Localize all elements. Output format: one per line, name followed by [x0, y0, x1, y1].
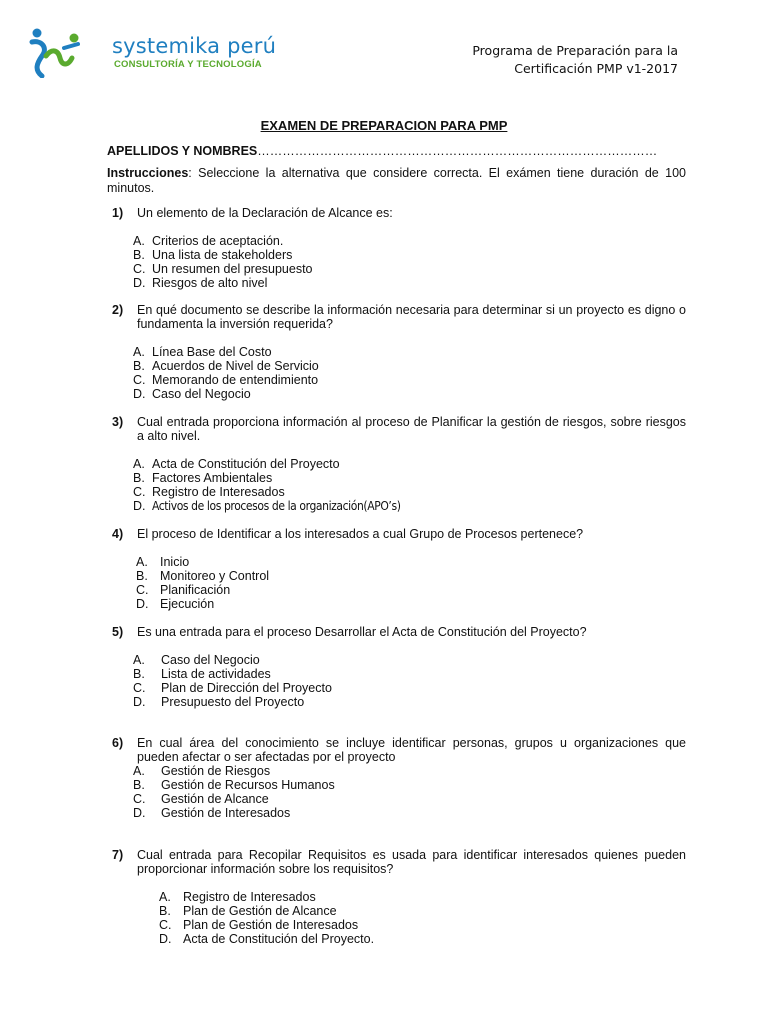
question-7: [112, 848, 686, 946]
question-4: [112, 527, 686, 611]
option-text: Registro de Interesados: [152, 485, 285, 499]
option-text: Factores Ambientales: [152, 471, 273, 485]
option-text: Ejecución: [160, 597, 215, 611]
program-line-2: Certificación PMP v1-2017: [514, 61, 678, 76]
option-b: [133, 667, 686, 681]
option-letter: A.: [133, 234, 145, 248]
name-fill-dots: ……………………………………………………………………………………: [257, 144, 658, 158]
option-text: Inicio: [160, 555, 190, 569]
option-letter: D.: [133, 387, 146, 401]
options-list: [133, 653, 686, 709]
program-header: [472, 42, 678, 78]
question-text: El proceso de Identificar a los interesados a cual Grupo de Procesos pertenece?: [137, 527, 584, 541]
option-b: [159, 904, 686, 918]
option-letter: D.: [133, 499, 146, 513]
option-d: [159, 932, 686, 946]
option-letter: B.: [133, 248, 145, 262]
option-text: Lista de actividades: [161, 667, 271, 681]
option-text: Presupuesto del Proyecto: [161, 695, 305, 709]
question-number: 2): [112, 303, 124, 317]
option-d: [133, 499, 686, 513]
option-text: Acta de Constitución del Proyecto: [152, 457, 340, 471]
option-letter: B.: [133, 778, 145, 792]
name-label: APELLIDOS Y NOMBRES: [107, 144, 258, 158]
option-text: Acta de Constitución del Proyecto.: [183, 932, 375, 946]
option-letter: D.: [136, 597, 149, 611]
option-text: Gestión de Riesgos: [161, 764, 271, 778]
question-number: 3): [112, 415, 124, 429]
option-text: Plan de Gestión de Interesados: [183, 918, 359, 932]
program-line-1: Programa de Preparación para la: [472, 43, 678, 58]
company-logo: [28, 26, 277, 78]
option-letter: C.: [133, 681, 146, 695]
option-d: [133, 806, 686, 820]
options-list: [133, 234, 686, 290]
option-b: [133, 359, 686, 373]
option-text: Registro de Interesados: [183, 890, 316, 904]
option-text: Memorando de entendimiento: [152, 373, 319, 387]
option-letter: B.: [133, 471, 145, 485]
options-list: [133, 764, 686, 820]
option-a: [133, 234, 686, 248]
option-d: [133, 276, 686, 290]
option-text: Un resumen del presupuesto: [152, 262, 313, 276]
option-a: [133, 764, 686, 778]
option-letter: C.: [133, 485, 146, 499]
option-a: [133, 653, 686, 667]
question-text: Cual entrada proporciona información al proceso de Planificar la gestión de riesgos, sobre riesgos a alto nivel.: [137, 415, 686, 443]
question-number: 5): [112, 625, 124, 639]
option-a: [136, 555, 686, 569]
option-letter: B.: [159, 904, 171, 918]
option-text: Línea Base del Costo: [152, 345, 272, 359]
option-text: Riesgos de alto nivel: [152, 276, 268, 290]
question-number: 4): [112, 527, 124, 541]
option-text: Activos de los procesos de la organización(APO’s): [152, 499, 401, 513]
option-letter: A.: [133, 345, 145, 359]
option-letter: B.: [136, 569, 148, 583]
question-text: En qué documento se describe la información necesaria para determinar si un proyecto es digno o fundamenta la inversión requerida?: [137, 303, 686, 331]
option-a: [133, 457, 686, 471]
option-letter: D.: [133, 695, 146, 709]
logo-tagline: CONSULTORÍA Y TECNOLOGÍA: [114, 59, 262, 70]
option-letter: C.: [133, 262, 146, 276]
option-d: [136, 597, 686, 611]
option-c: [133, 373, 686, 387]
option-text: Planificación: [160, 583, 231, 597]
option-text: Caso del Negocio: [152, 387, 251, 401]
option-a: [133, 345, 686, 359]
option-letter: D.: [159, 932, 172, 946]
option-letter: C.: [133, 792, 146, 806]
option-letter: A.: [133, 653, 145, 667]
option-letter: B.: [133, 667, 145, 681]
option-text: Caso del Negocio: [161, 653, 260, 667]
option-text: Gestión de Recursos Humanos: [161, 778, 335, 792]
option-letter: A.: [159, 890, 171, 904]
option-letter: C.: [136, 583, 149, 597]
option-text: Monitoreo y Control: [160, 569, 270, 583]
instructions-text: : Seleccione la alternativa que considere correcta. El exámen tiene duración de 100 minutos.: [107, 166, 686, 195]
option-c: [133, 262, 686, 276]
systemika-logo-icon: [28, 26, 84, 78]
logo-company-name: systemika perú: [112, 34, 277, 58]
exam-title: EXAMEN DE PREPARACION PARA PMP: [260, 118, 508, 133]
option-letter: C.: [133, 373, 146, 387]
option-c: [133, 792, 686, 806]
option-text: Plan de Gestión de Alcance: [183, 904, 337, 918]
option-text: Plan de Dirección del Proyecto: [161, 681, 332, 695]
option-d: [133, 387, 686, 401]
question-6: [112, 736, 686, 820]
question-5: [112, 625, 686, 709]
options-list: [133, 457, 686, 513]
name-field-line: [107, 144, 657, 158]
question-number: 7): [112, 848, 124, 862]
question-text: En cual área del conocimiento se incluye identificar personas, grupos u organizaciones que pueden afectar o ser afectadas por el proyecto: [137, 736, 686, 764]
instructions: [107, 166, 686, 196]
option-letter: B.: [133, 359, 145, 373]
options-list: [136, 555, 686, 611]
option-text: Gestión de Interesados: [161, 806, 291, 820]
option-b: [136, 569, 686, 583]
option-c: [133, 485, 686, 499]
question-text: Es una entrada para el proceso Desarrollar el Acta de Constitución del Proyecto?: [137, 625, 587, 639]
option-letter: D.: [133, 276, 146, 290]
instructions-label: Instrucciones: [107, 166, 189, 180]
option-b: [133, 248, 686, 262]
option-c: [133, 681, 686, 695]
option-text: Una lista de stakeholders: [152, 248, 293, 262]
question-3: [112, 415, 686, 513]
option-letter: C.: [159, 918, 172, 932]
question-number: 6): [112, 736, 124, 750]
question-1: [112, 206, 686, 290]
question-text: Un elemento de la Declaración de Alcance es:: [137, 206, 393, 220]
option-d: [133, 695, 686, 709]
options-list: [133, 345, 686, 401]
option-text: Acuerdos de Nivel de Servicio: [152, 359, 319, 373]
option-letter: A.: [133, 457, 145, 471]
option-letter: D.: [133, 806, 146, 820]
option-a: [159, 890, 686, 904]
question-text: Cual entrada para Recopilar Requisitos es usada para identificar interesados quienes pueden proporcionar información sobre los requisitos?: [137, 848, 686, 876]
options-list: [159, 890, 686, 946]
question-number: 1): [112, 206, 124, 220]
option-b: [133, 778, 686, 792]
option-c: [136, 583, 686, 597]
option-c: [159, 918, 686, 932]
question-2: [112, 303, 686, 401]
option-letter: A.: [136, 555, 148, 569]
option-text: Gestión de Alcance: [161, 792, 269, 806]
option-b: [133, 471, 686, 485]
option-letter: A.: [133, 764, 145, 778]
option-text: Criterios de aceptación.: [152, 234, 284, 248]
